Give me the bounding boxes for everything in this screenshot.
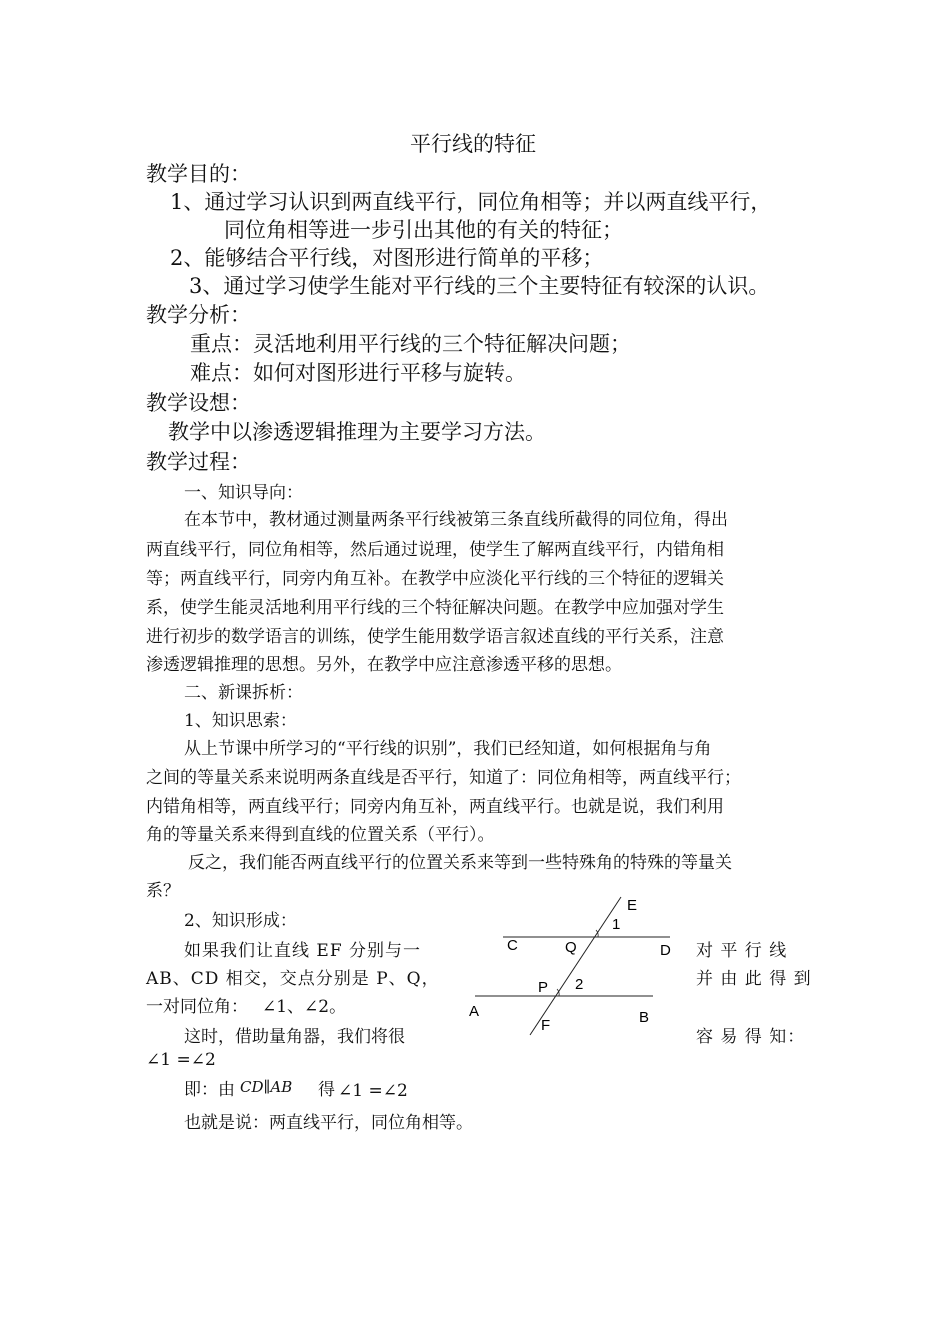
therefore-prefix: 即：由: [184, 1080, 235, 1100]
goal-item-1-line-1: 1、通过学习认识到两直线平行，同位角相等；并以两直线平行，: [170, 190, 772, 214]
label-f: F: [541, 1017, 551, 1034]
key-point: 重点：灵活地利用平行线的三个特征解决问题；: [190, 332, 631, 356]
therefore-de: 得: [318, 1080, 335, 1100]
section1-heading: 一、知识导向：: [184, 483, 303, 503]
section1-line: 等；两直线平行，同旁内角互补。在教学中应淡化平行线的三个特征的逻辑关: [146, 569, 724, 589]
section2-heading: 二、新课拆析：: [184, 683, 303, 703]
label-c: C: [507, 937, 518, 954]
label-q: Q: [565, 939, 577, 956]
analysis-heading: 教学分析：: [146, 303, 251, 327]
therefore-cd-ab: CD∥AB: [240, 1078, 293, 1096]
section1-line: 渗透逻辑推理的思想。另外，在教学中应注意渗透平移的思想。: [146, 655, 622, 675]
therefore-equation: ∠1 =∠2: [338, 1081, 408, 1101]
conclusion: 也就是说：两直线平行，同位角相等。: [184, 1113, 473, 1133]
sub1-para2-line: 反之，我们能否两直线平行的位置关系来等到一些特殊角的特殊的等量关: [188, 853, 732, 873]
sub1-para2-line: 系？: [146, 881, 180, 901]
sub2-left-line: 如果我们让直线 EF 分别与一: [184, 941, 422, 961]
sub2-left-line: 一对同位角：: [146, 997, 248, 1017]
sub1-line: 从上节课中所学习的“平行线的识别”，我们已经知道，如何根据角与角: [184, 739, 712, 759]
label-a: A: [469, 1003, 480, 1020]
section1-line: 在本节中，教材通过测量两条平行线被第三条直线所截得的同位角，得出: [184, 510, 728, 530]
sub2-right-line: 并 由 此 得 到: [696, 969, 812, 989]
sub2-right-line: 对 平 行 线: [696, 941, 788, 961]
sub1-line: 之间的等量关系来说明两条直线是否平行，知道了：同位角相等，两直线平行；: [146, 768, 741, 788]
goal-item-3: 3、通过学习使学生能对平行线的三个主要特征有较深的认识。: [189, 274, 770, 298]
line-ef: [530, 897, 621, 1035]
label-p: P: [538, 979, 549, 996]
label-angle-2: 2: [575, 976, 584, 993]
sub2-heading: 2、知识形成：: [184, 911, 297, 931]
goals-heading: 教学目的：: [146, 162, 251, 186]
label-angle-1: 1: [612, 916, 621, 933]
section1-line: 两直线平行，同位角相等，然后通过说理，使学生了解两直线平行，内错角相: [146, 540, 724, 560]
design-text: 教学中以渗透逻辑推理为主要学习方法。: [168, 420, 546, 444]
sub1-line: 内错角相等，两直线平行；同旁内角互补，两直线平行。也就是说，我们利用: [146, 797, 724, 817]
design-heading: 教学设想：: [146, 391, 251, 415]
label-e: E: [627, 897, 638, 914]
sub2-line4-right: 容 易 得 知：: [696, 1027, 806, 1047]
label-d: D: [660, 942, 671, 959]
section1-line: 进行初步的数学语言的训练，使学生能用数学语言叙述直线的平行关系，注意: [146, 627, 724, 647]
parallel-lines-figure: [465, 893, 685, 1043]
goal-item-2: 2、能够结合平行线，对图形进行简单的平移；: [170, 246, 604, 270]
goal-item-1-line-2: 同位角相等进一步引出其他的有关的特征；: [224, 218, 623, 242]
sub1-line: 角的等量关系来得到直线的位置关系（平行）。: [146, 825, 495, 845]
label-b: B: [639, 1009, 650, 1026]
sub2-line4-left: 这时，借助量角器，我们将很: [184, 1027, 405, 1047]
sub2-left-line: AB、CD 相交，交点分别是 P、Q，: [146, 969, 440, 989]
sub1-heading: 1、知识思索：: [184, 711, 297, 731]
section1-line: 系，使学生能灵活地利用平行线的三个特征解决问题。在教学中应加强对学生: [146, 598, 724, 618]
difficult-point: 难点：如何对图形进行平移与旋转。: [190, 361, 526, 385]
process-heading: 教学过程：: [146, 450, 251, 474]
equation-angles: ∠1 =∠2: [146, 1050, 216, 1070]
page-title: 平行线的特征: [410, 132, 536, 156]
sub2-angles: ∠1、∠2。: [262, 997, 347, 1017]
